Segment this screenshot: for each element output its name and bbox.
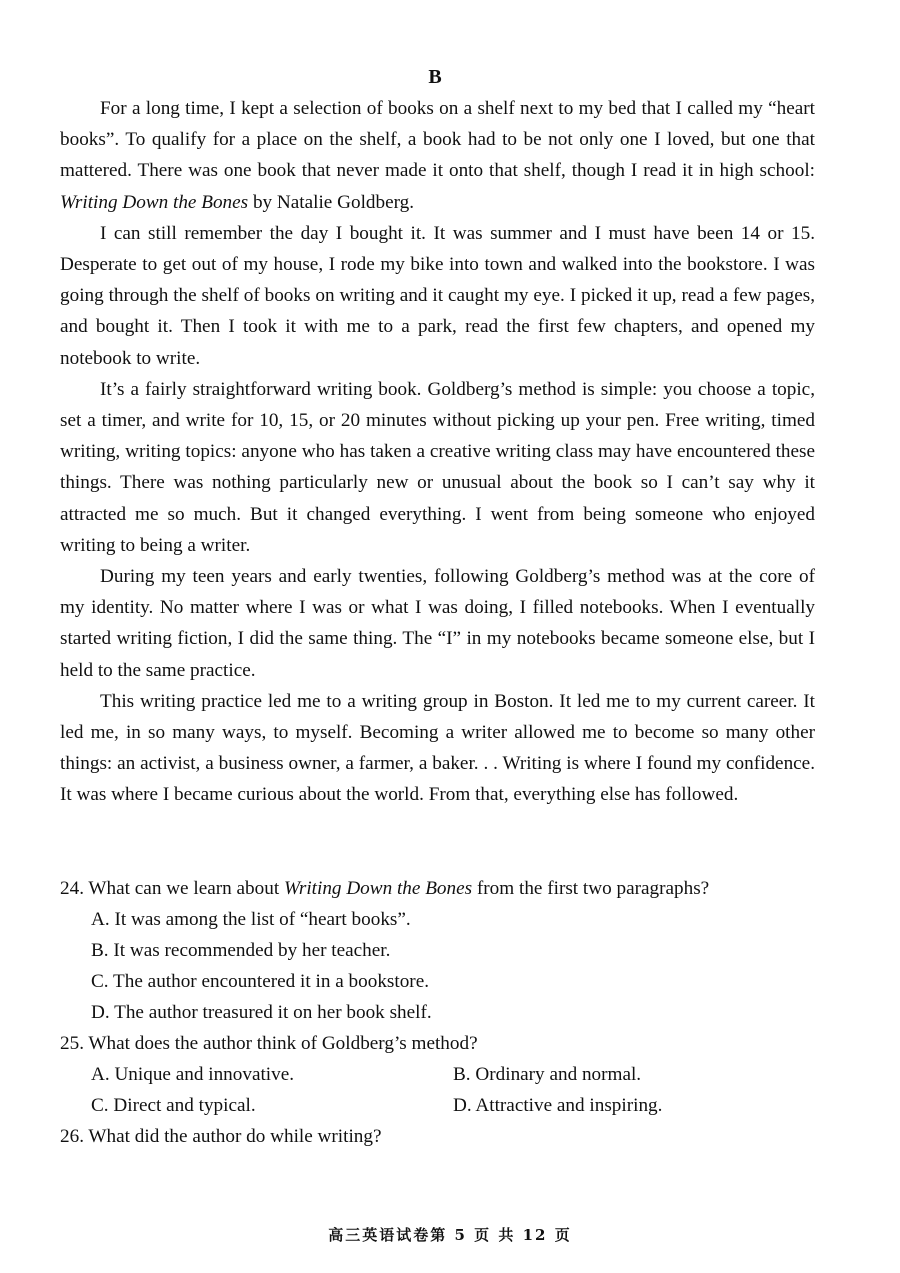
passage-paragraph-3: It’s a fairly straightforward writing book. Goldberg’s method is simple: you choose a topic, set a timer, and write for 10, 15, or 20 minutes without picking up your pen. Free writing, timed writing, writing topics: anyone who has taken a creative writing class may have encountered these things. There was nothing particularly new or unusual about the book so I can’t say why it attracted me so much. But it changed everything. I went from being someone who enjoyed writing to being a writer. (60, 378, 815, 556)
question-24-option-d: D. The author treasured it on her book shelf. (91, 1002, 432, 1023)
question-24-option-b: B. It was recommended by her teacher. (91, 940, 391, 961)
section-label: B (428, 66, 442, 88)
reading-passage (60, 93, 815, 811)
passage-paragraph-4: During my teen years and early twenties, following Goldberg’s method was at the core of my identity. No matter where I was or what I was doing, I filled notebooks. When I eventually started writing fiction, I did the same thing. The “I” in my notebooks became someone else, but I held to the same practice. (60, 566, 815, 681)
question-25 (60, 1028, 815, 1121)
question-25-option-a: A. Unique and innovative. (91, 1064, 295, 1085)
question-24-option-a: A. It was among the list of “heart books”. (91, 909, 411, 930)
question-24-stem (60, 873, 815, 904)
question-25-option-c: C. Direct and typical. (91, 1095, 256, 1116)
question-25-option-b: B. Ordinary and normal. (453, 1064, 642, 1085)
question-25-stem: 25. What does the author think of Goldberg’s method? (60, 1033, 478, 1054)
question-24-option-c: C. The author encountered it in a bookstore. (91, 971, 430, 992)
page-footer: 高三英语试卷第 5 页 共 12 页 (328, 1226, 572, 1244)
question-24 (60, 873, 815, 1028)
question-26-stem: 26. What did the author do while writing? (60, 1126, 382, 1147)
passage-paragraph-2: I can still remember the day I bought it. It was summer and I must have been 14 or 15. Desperate to get out of my house, I rode my bike into town and walked into the bookstore. I was going through the shelf of books on writing and it caught my eye. I picked it up, read a few pages, and bought it. Then I took it with me to a park, read the first few chapters, and opened my notebook to write. (60, 222, 815, 369)
question-25-option-d: D. Attractive and inspiring. (453, 1095, 663, 1116)
book-title: Writing Down the Bones (60, 191, 249, 213)
question-26 (60, 1121, 815, 1152)
passage-p1-text-after: by Natalie Goldberg. (248, 191, 415, 213)
question-24-stem-after: from the first two paragraphs? (472, 878, 710, 899)
question-25-options (60, 1059, 815, 1121)
question-list (60, 873, 815, 1152)
question-24-stem-before: 24. What can we learn about (60, 878, 284, 899)
passage-p1-text-before: For a long time, I kept a selection of books on a shelf next to my bed that I called my “heart books”. To qualify for a place on the shelf, a book had to be not only one I loved, but one that mattered. There was one book that never made it onto that shelf, though I read it in high school: (60, 98, 815, 182)
passage-paragraph-5: This writing practice led me to a writing group in Boston. It led me to my current career. It led me, in so many ways, to myself. Becoming a writer allowed me to become so many other things: an activist, a business owner, a farmer, a baker. . . Writing is where I found my confidence. It was where I became curious about the world. From that, everything else has followed. (60, 690, 815, 806)
passage-paragraph-1 (60, 93, 815, 218)
question-24-book-title: Writing Down the Bones (283, 878, 473, 899)
